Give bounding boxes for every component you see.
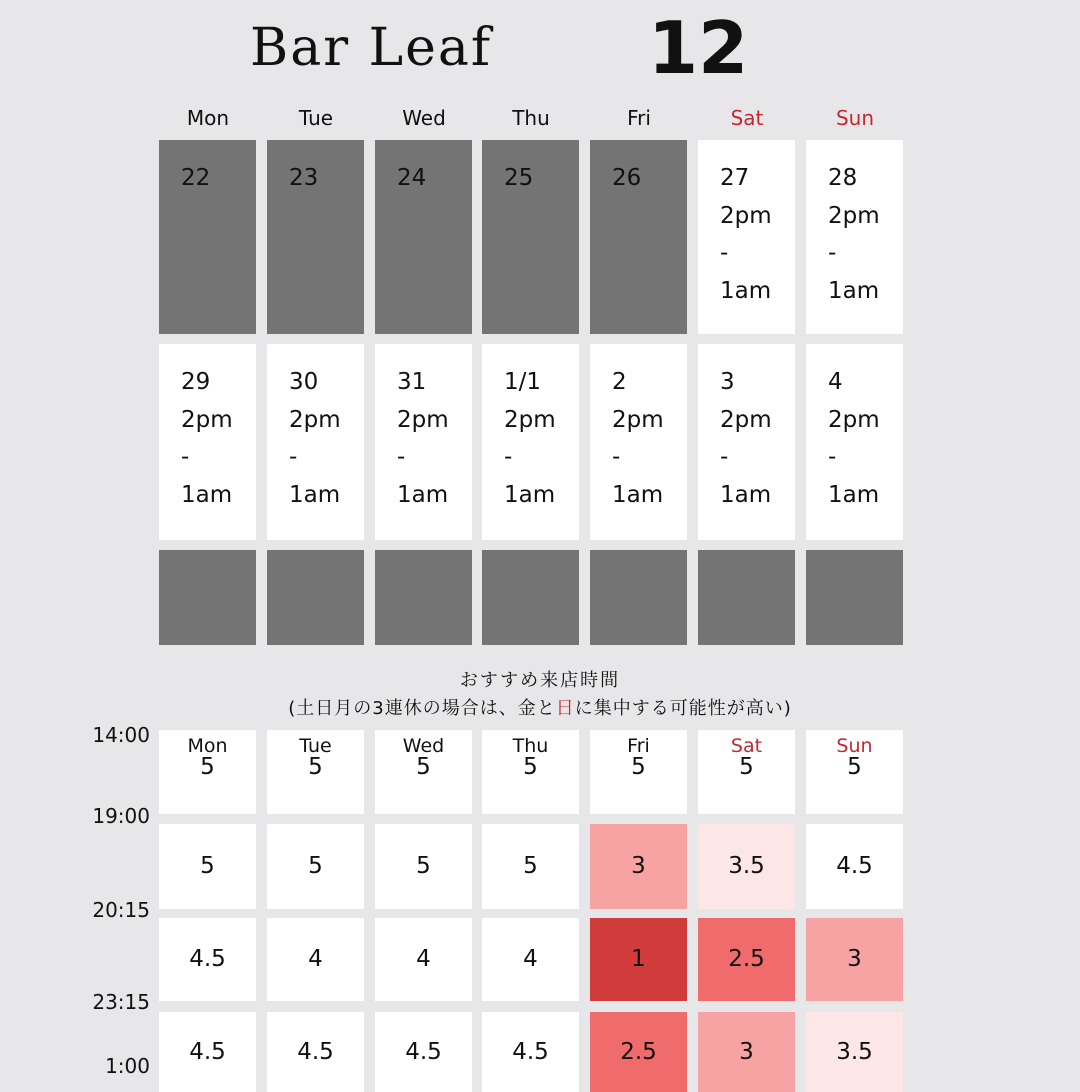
weekday-label: Tue — [298, 106, 334, 130]
recommendation-cell — [590, 1012, 687, 1092]
close-time: 1am — [289, 481, 341, 508]
close-time: 1am — [612, 481, 664, 508]
calendar-day-cell — [375, 550, 472, 645]
open-time: 2pm — [504, 406, 556, 433]
weekday-label: Fri — [627, 106, 651, 130]
recommendation-score: 5 — [416, 754, 431, 780]
calendar-day-cell — [159, 140, 256, 334]
recommendation-cell — [590, 824, 687, 909]
open-time: 2pm — [720, 406, 772, 433]
recommendation-title: おすすめ来店時間 — [459, 670, 621, 691]
calendar-day-cell — [806, 140, 903, 334]
note-text-after: に集中する可能性が高い) — [574, 698, 792, 719]
recommendation-weekday: Fri — [627, 735, 650, 757]
open-time: 2pm — [720, 202, 772, 229]
recommendation-score: 5 — [523, 853, 538, 879]
open-time: 2pm — [828, 202, 880, 229]
recommendation-score: 4 — [416, 946, 431, 972]
weekday-label: Sun — [835, 106, 875, 130]
calendar-day-cell — [267, 344, 364, 540]
recommendation-weekday: Tue — [299, 735, 332, 757]
time-separator: - — [504, 444, 513, 470]
recommendation-cell — [375, 1012, 472, 1092]
day-number: 31 — [397, 369, 427, 395]
weekday-label: Sat — [730, 106, 764, 130]
recommendation-cell — [267, 730, 364, 814]
recommendation-score: 4 — [308, 946, 323, 972]
time-separator: - — [397, 444, 406, 470]
day-number: 3 — [720, 369, 735, 395]
recommendation-score: 4.5 — [189, 1039, 226, 1065]
time-separator: - — [720, 240, 729, 266]
recommendation-score: 5 — [200, 754, 215, 780]
open-time: 2pm — [289, 406, 341, 433]
calendar-day-cell — [159, 344, 256, 540]
calendar-day-cell — [159, 550, 256, 645]
recommendation-score: 3 — [631, 853, 646, 879]
recommendation-cell — [375, 918, 472, 1001]
recommendation-cell — [806, 1012, 903, 1092]
day-number: 29 — [181, 369, 211, 395]
day-number: 2 — [612, 369, 627, 395]
month-number: 12 — [648, 6, 749, 90]
recommendation-score: 5 — [847, 754, 862, 780]
day-number: 30 — [289, 369, 319, 395]
recommendation-cell — [482, 824, 579, 909]
weekday-label: Wed — [402, 106, 446, 130]
note-text-before: (土日月の3連休の場合は、金と — [288, 698, 556, 719]
recommendation-score: 5 — [200, 853, 215, 879]
calendar-day-cell — [590, 550, 687, 645]
calendar-day-cell — [806, 344, 903, 540]
recommendation-score: 3 — [847, 946, 862, 972]
day-number: 22 — [181, 165, 211, 191]
recommendation-cell — [159, 918, 256, 1001]
recommendation-cell — [698, 1012, 795, 1092]
close-time: 1am — [828, 277, 880, 304]
time-label: 23:15 — [92, 990, 150, 1014]
recommendation-score: 5 — [416, 853, 431, 879]
calendar-day-cell — [375, 140, 472, 334]
day-number: 1/1 — [504, 369, 542, 395]
recommendation-score: 4 — [523, 946, 538, 972]
recommendation-cell — [590, 918, 687, 1001]
close-time: 1am — [720, 481, 772, 508]
time-separator: - — [828, 240, 837, 266]
recommendation-note — [0, 694, 1080, 720]
recommendation-weekday: Sun — [836, 735, 873, 757]
time-separator: - — [612, 444, 621, 470]
note-highlight: 日 — [555, 698, 575, 719]
calendar-day-cell — [806, 550, 903, 645]
day-number: 24 — [397, 165, 427, 191]
open-time: 2pm — [397, 406, 449, 433]
close-time: 1am — [828, 481, 880, 508]
recommendation-cell — [267, 1012, 364, 1092]
calendar-day-cell — [267, 140, 364, 334]
recommendation-weekday: Mon — [187, 735, 228, 757]
recommendation-cell — [482, 1012, 579, 1092]
calendar-day-cell — [482, 140, 579, 334]
recommendation-score: 2.5 — [728, 946, 765, 972]
time-separator: - — [181, 444, 190, 470]
bar-title: Bar Leaf — [250, 18, 493, 78]
calendar-day-cell — [698, 550, 795, 645]
calendar-day-cell — [482, 550, 579, 645]
recommendation-score: 2.5 — [620, 1039, 657, 1065]
close-time: 1am — [504, 481, 556, 508]
recommendation-weekday: Wed — [402, 735, 445, 757]
time-separator: - — [289, 444, 298, 470]
calendar-day-cell — [590, 140, 687, 334]
recommendation-cell — [698, 918, 795, 1001]
recommendation-cell — [698, 730, 795, 814]
calendar-day-cell — [590, 344, 687, 540]
recommendation-score: 3.5 — [728, 853, 765, 879]
recommendation-score: 4.5 — [297, 1039, 334, 1065]
recommendation-cell — [806, 918, 903, 1001]
recommendation-weekday: Thu — [512, 735, 549, 757]
time-label: 19:00 — [92, 804, 150, 828]
recommendation-cell — [159, 1012, 256, 1092]
recommendation-cell — [375, 730, 472, 814]
recommendation-cell — [482, 730, 579, 814]
recommendation-score: 5 — [523, 754, 538, 780]
open-time: 2pm — [828, 406, 880, 433]
close-time: 1am — [720, 277, 772, 304]
recommendation-score: 5 — [739, 754, 754, 780]
recommendation-score: 4.5 — [189, 946, 226, 972]
open-time: 2pm — [612, 406, 664, 433]
recommendation-cell — [159, 730, 256, 814]
calendar-day-cell — [375, 344, 472, 540]
close-time: 1am — [397, 481, 449, 508]
weekday-label: Mon — [186, 106, 230, 130]
day-number: 27 — [720, 165, 750, 191]
calendar-day-cell — [482, 344, 579, 540]
recommendation-cell — [159, 824, 256, 909]
recommendation-cell — [698, 824, 795, 909]
time-label: 20:15 — [92, 898, 150, 922]
close-time: 1am — [181, 481, 233, 508]
recommendation-score: 3.5 — [836, 1039, 873, 1065]
recommendation-cell — [267, 918, 364, 1001]
recommendation-weekday: Sat — [730, 735, 763, 757]
recommendation-score: 5 — [631, 754, 646, 780]
open-time: 2pm — [181, 406, 233, 433]
day-number: 23 — [289, 165, 319, 191]
recommendation-cell — [482, 918, 579, 1001]
day-number: 4 — [828, 369, 843, 395]
recommendation-score: 4.5 — [512, 1039, 549, 1065]
weekday-label: Thu — [512, 106, 550, 130]
recommendation-score: 4.5 — [836, 853, 873, 879]
day-number: 26 — [612, 165, 642, 191]
time-separator: - — [828, 444, 837, 470]
calendar-day-cell — [267, 550, 364, 645]
recommendation-cell — [590, 730, 687, 814]
time-separator: - — [720, 444, 729, 470]
recommendation-score: 3 — [739, 1039, 754, 1065]
calendar-day-cell — [698, 140, 795, 334]
calendar-day-cell — [698, 344, 795, 540]
day-number: 28 — [828, 165, 858, 191]
recommendation-cell — [806, 730, 903, 814]
time-label: 14:00 — [92, 723, 150, 747]
recommendation-cell — [267, 824, 364, 909]
day-number: 25 — [504, 165, 534, 191]
recommendation-score: 4.5 — [405, 1039, 442, 1065]
time-label: 1:00 — [105, 1054, 150, 1078]
recommendation-cell — [375, 824, 472, 909]
recommendation-cell — [806, 824, 903, 909]
recommendation-score: 5 — [308, 754, 323, 780]
recommendation-score: 5 — [308, 853, 323, 879]
recommendation-score: 1 — [631, 946, 646, 972]
